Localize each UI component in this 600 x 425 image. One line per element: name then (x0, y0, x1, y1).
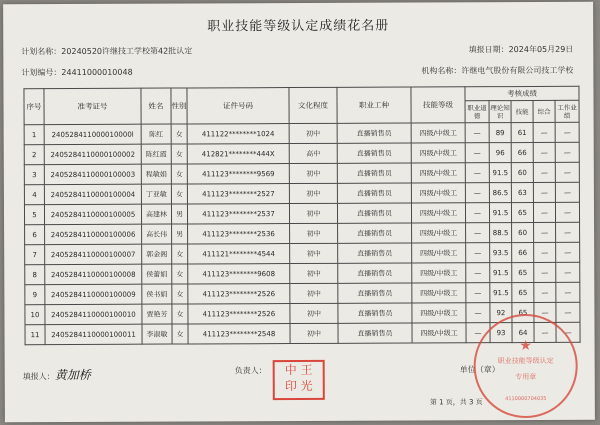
cell-s3: 64 (512, 322, 534, 342)
cell-job: 直播销售员 (337, 183, 411, 203)
cell-gender: 女 (171, 184, 187, 204)
cell-s4: — (534, 282, 556, 302)
cell-s5: — (556, 242, 580, 262)
cell-s4: — (534, 302, 556, 322)
header-seq: 序号 (24, 89, 44, 125)
cell-seq: 5 (24, 205, 44, 225)
cell-s4: — (534, 262, 556, 282)
cell-s1: — (466, 223, 490, 243)
cell-s1: — (465, 203, 489, 223)
cell-s4: — (533, 162, 555, 182)
seal-star-icon: ★ (519, 337, 532, 355)
cell-id_no: 411121********4544 (188, 244, 290, 264)
cell-edu: 初中 (289, 123, 337, 143)
cell-name: 李淑敏 (142, 324, 172, 344)
cell-s3: 61 (511, 122, 533, 142)
cell-name: 郭金阁 (142, 244, 172, 264)
cell-s5: — (555, 142, 579, 162)
cell-s2: 88.5 (490, 223, 512, 243)
cell-s5: — (556, 262, 580, 282)
cell-edu: 高中 (289, 143, 337, 163)
cell-id_no: 411123********2548 (188, 324, 290, 344)
cell-s3: 65 (512, 282, 534, 302)
cell-s2: 93.5 (490, 243, 512, 263)
cell-edu: 初中 (290, 223, 338, 243)
cell-name: 侯蕾娟 (142, 264, 172, 284)
cell-s4: — (534, 322, 556, 342)
cell-name: 陈红霞 (141, 144, 171, 164)
seal-number: 4110000704035 (505, 395, 547, 403)
cell-id_no: 411123********2537 (187, 204, 289, 224)
cell-exam_no: 2405284110000100005 (44, 204, 141, 224)
cell-s3: 60 (512, 222, 534, 242)
cell-level: 四级/中级工 (412, 243, 466, 263)
cell-gender: 女 (172, 324, 188, 344)
score-subheader: 理论知识 (489, 101, 511, 123)
cell-s5: — (555, 202, 579, 222)
cell-job: 直播销售员 (338, 243, 412, 263)
cell-id_no: 412821********444X (187, 144, 289, 164)
cell-exam_no: 2405284110000100003 (44, 164, 141, 184)
cell-s5: — (555, 182, 579, 202)
cell-job: 直播销售员 (338, 283, 412, 303)
table-row (24, 122, 579, 144)
cell-gender: 女 (172, 264, 188, 284)
seal-char-row: 中 王 (284, 362, 313, 378)
table-row (25, 242, 580, 264)
cell-job: 直播销售员 (337, 163, 411, 183)
cell-id_no: 411123********9608 (188, 264, 290, 284)
cell-exam_no: 2405284110000100009 (45, 284, 142, 304)
table-row (24, 182, 579, 204)
cell-s2: 91.5 (490, 283, 512, 303)
cell-s1: — (465, 143, 489, 163)
cell-name: 程敏娟 (141, 164, 171, 184)
fill-date: 填报日期：2024年05月29日 (468, 44, 574, 55)
cell-s3: 60 (511, 162, 533, 182)
plan-name: 计划名称：20240520许继技工学校第42批认定 (21, 46, 193, 57)
cell-id_no: 411123********9569 (187, 164, 289, 184)
cell-exam_no: 2405284110000100004 (44, 184, 141, 204)
cell-s5: — (556, 282, 580, 302)
cell-s4: — (533, 182, 555, 202)
organization-name: 机构名称：许继电气股份有限公司技工学校 (421, 65, 574, 76)
cell-s4: — (534, 222, 556, 242)
cell-seq: 10 (25, 305, 45, 325)
cell-level: 四级/中级工 (412, 283, 466, 303)
cell-seq: 2 (24, 145, 44, 165)
cell-s1: — (466, 263, 490, 283)
cell-edu: 初中 (289, 183, 337, 203)
cell-exam_no: 2405284110000100007 (45, 244, 142, 264)
cell-s2: 91.5 (489, 203, 511, 223)
cell-level: 四级/中级工 (412, 323, 466, 343)
cell-level: 四级/中级工 (411, 163, 465, 183)
cell-s4: — (533, 122, 555, 142)
cell-name: 贾艳芳 (142, 304, 172, 324)
seal-char-row: 印 光 (284, 378, 313, 394)
table-row (24, 202, 579, 224)
document-title: 职业技能等级认定成绩花名册 (207, 18, 390, 35)
header-skill-level: 技能等级 (411, 87, 465, 123)
cell-s2: 93 (490, 323, 512, 343)
cell-gender: 女 (172, 304, 188, 324)
score-subheader: 综合 (533, 100, 555, 122)
header-scores: 考核成绩 (465, 86, 579, 100)
cell-edu: 初中 (290, 243, 338, 263)
page-indicator: 第 1 页，共 3 页 (429, 398, 483, 407)
cell-exam_no: 2405284110000100002 (44, 144, 141, 164)
cell-job: 直播销售员 (338, 323, 412, 343)
cell-s4: — (533, 202, 555, 222)
cell-name: 高建林 (141, 204, 171, 224)
cell-edu: 初中 (289, 163, 337, 183)
score-subheader: 职业道德 (465, 101, 489, 123)
cell-s1: — (465, 163, 489, 183)
cell-seq: 11 (25, 325, 45, 345)
cell-exam_no: 2405284110000100008 (45, 264, 142, 284)
cell-exam_no: 240528411000010000l (44, 124, 141, 144)
cell-gender: 女 (171, 144, 187, 164)
cell-seq: 8 (25, 265, 45, 285)
responsible-label: 负责人： (234, 366, 267, 376)
cell-gender: 女 (172, 284, 188, 304)
cell-s2: 86.5 (489, 183, 511, 203)
filler-signature: 黄加桥 (54, 367, 91, 383)
cell-s2: 92 (490, 303, 512, 323)
cell-id_no: 411123********2527 (187, 184, 289, 204)
table-row (25, 282, 580, 304)
roster-sheet (3, 2, 595, 423)
cell-gender: 男 (171, 204, 187, 224)
cell-s5: — (556, 222, 580, 242)
cell-job: 直播销售员 (337, 143, 411, 163)
cell-seq: 1 (24, 125, 44, 145)
cell-job: 直播销售员 (338, 263, 412, 283)
cell-gender: 女 (171, 124, 187, 144)
official-round-seal (473, 314, 577, 418)
cell-name: 陈红 (141, 124, 171, 144)
cell-s3: 65 (512, 302, 534, 322)
cell-s3: 63 (511, 182, 533, 202)
cell-name: 侯书娟 (142, 284, 172, 304)
cell-level: 四级/中级工 (412, 303, 466, 323)
header-occupation: 职业工种 (337, 87, 411, 123)
score-table (23, 86, 580, 345)
table-row (25, 262, 580, 284)
cell-s2: 89 (489, 123, 511, 143)
plan-number: 计划编号：24411000010048 (21, 67, 133, 78)
cell-s4: — (534, 242, 556, 262)
cell-job: 直播销售员 (337, 123, 411, 143)
cell-s5: — (556, 322, 580, 342)
score-subheader: 工作业绩 (555, 100, 579, 122)
header-name: 姓名 (141, 88, 171, 124)
cell-seq: 9 (25, 285, 45, 305)
cell-exam_no: 2405284110000100010 (45, 304, 142, 324)
cell-level: 四级/中级工 (412, 223, 466, 243)
personal-seal (273, 360, 325, 400)
cell-s5: — (556, 302, 580, 322)
cell-exam_no: 2405284110000100011 (45, 324, 142, 344)
cell-name: 丁亚敏 (141, 184, 171, 204)
cell-seq: 6 (25, 225, 45, 245)
cell-edu: 初中 (290, 323, 338, 343)
header-gender: 性别 (171, 88, 187, 124)
cell-job: 直播销售员 (338, 303, 412, 323)
cell-level: 四级/中级工 (411, 143, 465, 163)
cell-level: 四级/中级工 (411, 183, 465, 203)
cell-seq: 3 (24, 165, 44, 185)
cell-level: 四级/中级工 (411, 123, 465, 143)
cell-s3: 65 (511, 202, 533, 222)
cell-job: 直播销售员 (338, 223, 412, 243)
score-subheader: 技能 (511, 100, 533, 122)
cell-edu: 初中 (290, 303, 338, 323)
cell-job: 直播销售员 (337, 203, 411, 223)
cell-s2: 91.5 (489, 163, 511, 183)
header-id-no: 证件号码 (187, 88, 289, 124)
seal-line1: 职业技能等级认定 (497, 356, 554, 366)
cell-id_no: 411123********2526 (188, 304, 290, 324)
seal-line2: 专用章 (515, 372, 537, 382)
cell-edu: 初中 (290, 263, 338, 283)
cell-s2: 91.5 (490, 263, 512, 283)
cell-s3: 65 (512, 262, 534, 282)
cell-s3: 66 (511, 142, 533, 162)
cell-s1: — (465, 123, 489, 143)
cell-s1: — (466, 243, 490, 263)
cell-level: 四级/中级工 (412, 263, 466, 283)
cell-edu: 初中 (290, 283, 338, 303)
table-row (25, 222, 580, 244)
table-row (24, 142, 579, 164)
cell-s1: — (465, 183, 489, 203)
cell-s1: — (466, 303, 490, 323)
cell-id_no: 411122********1024 (187, 124, 289, 144)
filler-label: 填报人：黄加桥 (22, 367, 91, 383)
header-exam-no: 准考证号 (44, 88, 141, 124)
cell-s5: — (555, 162, 579, 182)
cell-gender: 女 (171, 164, 187, 184)
cell-gender: 男 (172, 224, 188, 244)
cell-seq: 4 (24, 185, 44, 205)
cell-s4: — (533, 142, 555, 162)
cell-s2: 96 (489, 143, 511, 163)
cell-exam_no: 2405284110000100006 (45, 224, 142, 244)
cell-id_no: 411123********2536 (188, 224, 290, 244)
table-row (24, 162, 579, 184)
cell-seq: 7 (25, 245, 45, 265)
cell-s1: — (466, 283, 490, 303)
cell-gender: 女 (172, 244, 188, 264)
cell-name: 高长伟 (142, 224, 172, 244)
cell-level: 四级/中级工 (411, 203, 465, 223)
cell-s5: — (555, 122, 579, 142)
cell-s1: — (466, 323, 490, 343)
cell-id_no: 411123********2526 (188, 284, 290, 304)
unit-stamp-label: 单位（章） (459, 365, 500, 375)
cell-s3: 66 (512, 242, 534, 262)
cell-edu: 初中 (289, 203, 337, 223)
header-education: 文化程度 (289, 87, 337, 123)
